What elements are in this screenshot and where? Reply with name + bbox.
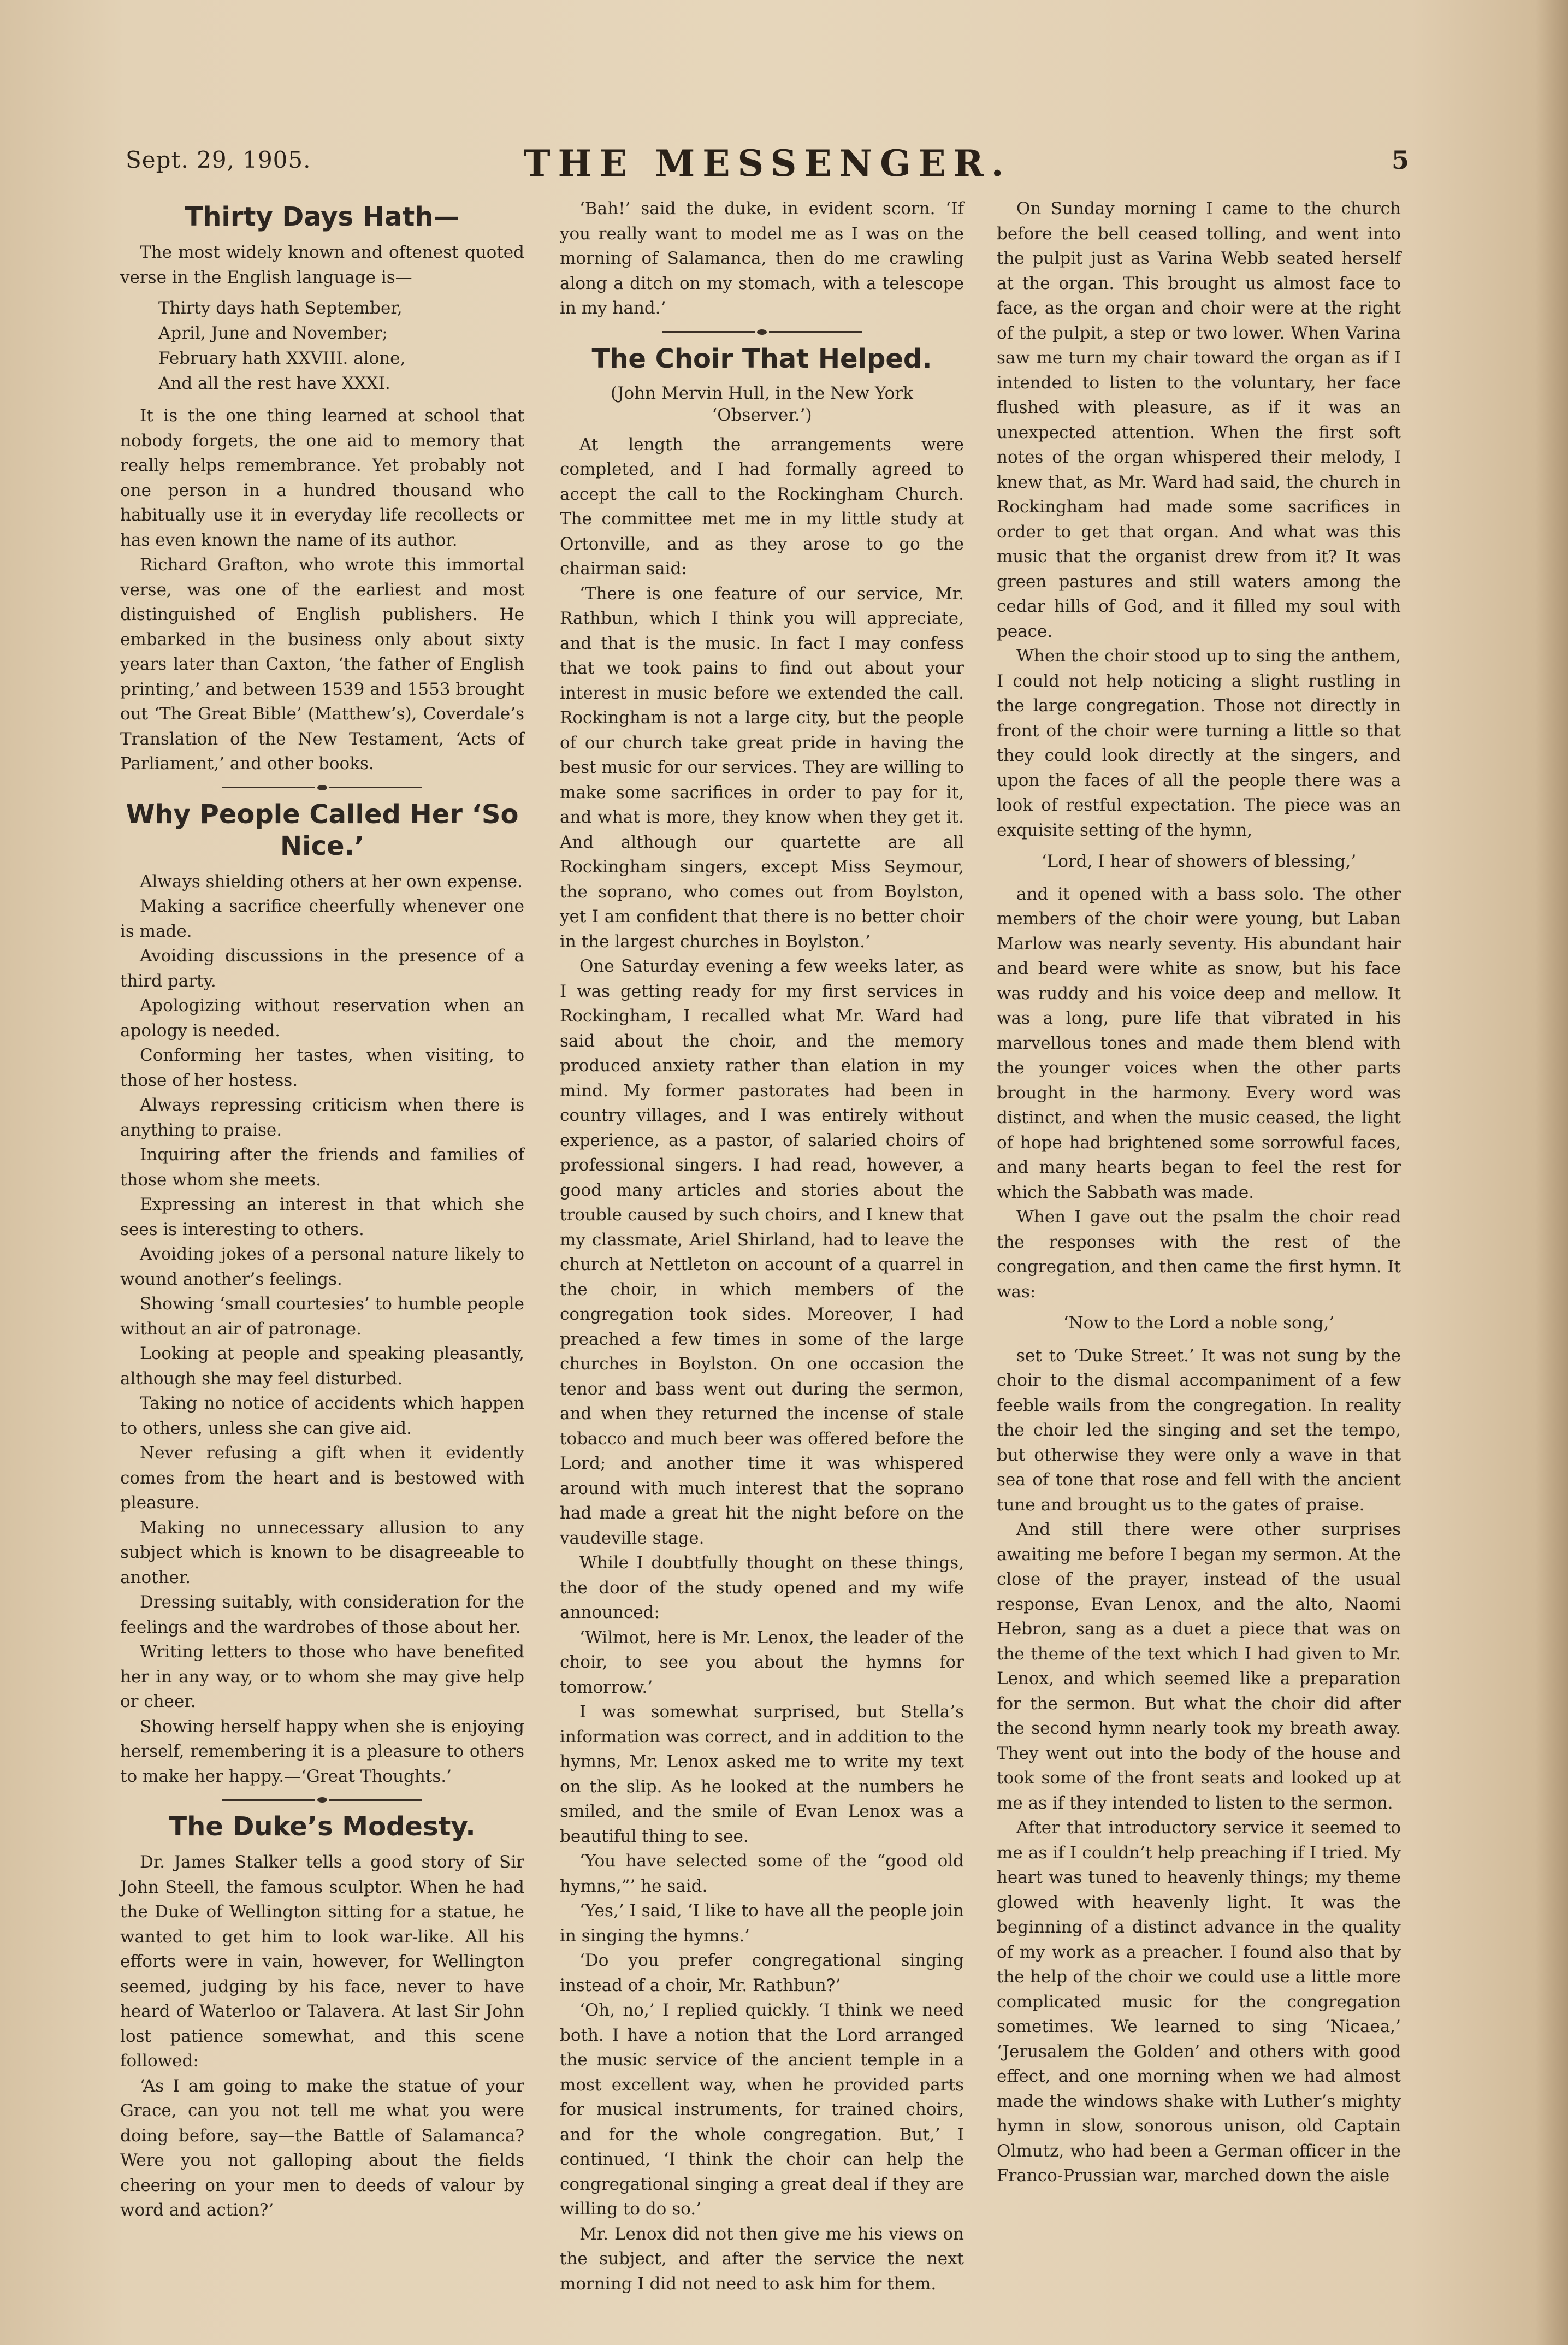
verse-line: April, June and November; bbox=[158, 323, 388, 343]
paragraph: The most widely known and oftenest quoted verse in the English language is— bbox=[120, 243, 524, 287]
paragraph: One Saturday evening a few weeks later, as I was getting ready for my first services in Rockingham, I recalled what Mr. Ward had said about the choir, and the memory produced anxiety rather than elation in my mind. My former pastorates had been in country villages, and I was entirely without experience, as a pastor, of salaried choirs of professional singers. I had read, however, a good many articles and stories about the trouble caused by such choirs, and I knew that my classmate, Ariel Shirland, had to leave the church at Nettleton on account of a quarrel in the choir, in which members of the congregation took sides. Moreover, I had preached a few times in some of the large churches in Boylston. On one occasion the tenor and bass went out during the sermon, and when they returned the incense of stale tobacco and much beer was offered before the Lord; and another time it was whispered around with much interest that the soprano had made a great hit the night before on the vaudeville stage. bbox=[560, 956, 964, 1548]
list-item: Making no unnecessary allusion to any subject which is known to be disagreeable to another. bbox=[120, 1517, 524, 1587]
list-item: Showing ‘small courtesies’ to humble people without an air of patronage. bbox=[120, 1294, 524, 1339]
paragraph: ‘As I am going to make the statue of your Grace, can you not tell me what you were doing before, say—the Battle of Salamanca? Were you not galloping about the fields cheering on your men to deeds of valour by word and action?’ bbox=[120, 2076, 524, 2220]
list-item: Inquiring after the friends and families of those whom she meets. bbox=[120, 1145, 524, 1190]
hymn-quote: ‘Now to the Lord a noble song,’ bbox=[1063, 1313, 1335, 1333]
issue-date: Sept. 29, 1905. bbox=[126, 146, 311, 173]
verse-line: February hath XXVIII. alone, bbox=[158, 348, 406, 368]
page-spine-shadow bbox=[1535, 0, 1568, 2345]
paragraph: After that introductory service it seemed to me as if I couldn’t help preaching if I tried. My heart was tuned to heavenly things; my theme glowed with heavenly light. It was the beginning of a distinct advance in the quality of my work as a preacher. I found also that by the help of the choir we could use a little more complicated music for the congregation sometimes. We learned to sing ‘Nicaea,’ ‘Jerusalem the Golden’ and others with good effect, and one morning when we had almost made the windows shake with Luther’s mighty hymn in slow, sonorous unison, old Captain Olmutz, who had been a German officer in the Franco-Prussian war, marched down the aisle bbox=[997, 1818, 1401, 2185]
paragraph: And still there were other surprises awaiting me before I began my sermon. At the close of the prayer, instead of the usual response, Evan Lenox, and the alto, Naomi Hebron, sang as a duet a piece that was on the theme of the text which I had given to Mr. Lenox, and which seemed like a preparation for the sermon. But what the choir did after the second hymn nearly took my breath away. They went out into the body of the house and took some of the front seats and looked up at me as if they intended to listen to the sermon. bbox=[997, 1520, 1401, 1813]
list-item: Conforming her tastes, when visiting, to those of her hostess. bbox=[120, 1045, 524, 1090]
list-item: Never refusing a gift when it evidently comes from the heart and is bestowed with pleasure. bbox=[120, 1443, 524, 1513]
section-divider bbox=[120, 783, 524, 792]
list-item: Always shielding others at her own expense. bbox=[140, 871, 523, 891]
paragraph: ‘Do you prefer congregational singing instead of a choir, Mr. Rathbun?’ bbox=[560, 1951, 964, 1995]
paragraph: When I gave out the psalm the choir read the responses with the rest of the congregation, and then came the first hymn. It was: bbox=[997, 1207, 1401, 1302]
article-title-so-nice: Why People Called Her ‘So Nice.’ bbox=[126, 799, 519, 861]
verse bbox=[158, 296, 524, 396]
paragraph: ‘Yes,’ I said, ‘I like to have all the people join in singing the hymns.’ bbox=[560, 1901, 964, 1946]
list-item: Expressing an interest in that which she sees is interesting to others. bbox=[120, 1195, 524, 1239]
paragraph: On Sunday morning I came to the church before the bell ceased tolling, and went into the pulpit just as Varina Webb seated herself at the organ. This brought us almost face to face, as the organ and choir were at the right of the pulpit, a step or two lower. When Varina saw me turn my chair toward the organ as if I intended to listen to the voluntary, her face flushed with pleasure, as if it was an unexpected attention. When the first soft notes of the organ whispered their melody, I knew that, as Mr. Ward had said, the church in Rockingham had made some sacrifices in order to get that organ. And what was this music that the organist drew from it? It was green pastures and still waters among the cedar hills of God, and it filled my soul with peace. bbox=[997, 199, 1401, 641]
masthead-title: THE MESSENGER. bbox=[523, 142, 1011, 185]
paragraph: ‘Oh, no,’ I replied quickly. ‘I think we need both. I have a notion that the Lord arranged the music service of the ancient temple in a most excellent way, when he provided parts for musical instruments, for trained choirs, and for the whole congregation. But,’ I continued, ‘I think the choir can help the congregational singing a great deal if they are willing to do so.’ bbox=[560, 2000, 964, 2219]
paragraph: Richard Grafton, who wrote this immortal verse, was one of the earliest and most distinguished of English publishers. He embarked in the business only about sixty years later than Caxton, ‘the father of English printing,’ and between 1539 and 1553 brought out ‘The Great Bible’ (Matthew’s), Coverdale’s Translation of the New Testament, ‘Acts of Parliament,’ and other books. bbox=[120, 555, 524, 773]
verse-line: Thirty days hath September, bbox=[158, 298, 403, 318]
paragraph: set to ‘Duke Street.’ It was not sung by the choir to the dismal accompaniment of a few feeble wails from the congregation. In reality the choir led the singing and set the tempo, but otherwise they were only a wave in that sea of tone that rose and fell with the ancient tune and brought us to the gates of praise. bbox=[997, 1345, 1401, 1515]
paragraph: Mr. Lenox did not then give me his views on the subject, and after the service the next morning I did not need to ask him for them. bbox=[560, 2224, 964, 2294]
section-divider bbox=[560, 328, 964, 336]
column-1 bbox=[120, 197, 524, 2223]
hymn-quote: ‘Lord, I hear of showers of blessing,’ bbox=[1041, 852, 1357, 871]
article-title-thirty-days: Thirty Days Hath— bbox=[185, 202, 460, 232]
list-item: Apologizing without reservation when an apology is needed. bbox=[120, 996, 524, 1041]
paragraph: and it opened with a bass solo. The other members of the choir were young, but Laban Marlow was nearly seventy. His abundant hair and beard were white as snow, but his face was ruddy and his voice deep and mellow. It was a long, pure life that vibrated in his marvellous tones and made them blend with the younger voices when the other parts brought in the harmony. Every word was distinct, and when the music ceased, the light of hope had brightened some sorrowful faces, and many hearts began to feel the rest for which the Sabbath was made. bbox=[997, 884, 1401, 1202]
paragraph: It is the one thing learned at school that nobody forgets, the one aid to memory that really helps remembrance. Yet probably not one person in a hundred thousand who habitually use it in everyday life recollects or has even known the name of its author. bbox=[120, 406, 524, 550]
page-header bbox=[126, 142, 1409, 186]
paragraph: Dr. James Stalker tells a good story of Sir John Steell, the famous sculptor. When he had the Duke of Wellington sitting for a statue, he wanted to get him to look war-like. All his efforts were in vain, however, for Wellington seemed, judging by his face, never to have heard of Waterloo or Talavera. At last Sir John lost patience somewhat, and this scene followed: bbox=[120, 1852, 524, 2071]
paragraph: At length the arrangements were completed, and I had formally agreed to accept the call to the Rockingham Church. The committee met me in my little study at Ortonville, and as they arose to go the chairman said: bbox=[560, 434, 964, 578]
list-item: Avoiding jokes of a personal nature likely to wound another’s feelings. bbox=[120, 1244, 524, 1289]
list-item: Always repressing criticism when there is anything to praise. bbox=[120, 1095, 524, 1140]
paragraph: I was somewhat surprised, but Stella’s information was correct, and in addition to the hymns, Mr. Lenox asked me to write my text on the slip. As he looked at the numbers he smiled, and the smile of Evan Lenox was a beautiful thing to see. bbox=[560, 1702, 964, 1846]
article-byline: (John Mervin Hull, in the New York ‘Observer.’) bbox=[611, 383, 913, 425]
page-number: 5 bbox=[1391, 145, 1409, 175]
section-divider bbox=[120, 1795, 524, 1804]
list-item: Avoiding discussions in the presence of a third party. bbox=[120, 946, 524, 991]
list-item: Making a sacrifice cheerfully whenever one is made. bbox=[120, 896, 524, 941]
list-item: Looking at people and speaking pleasantly, although she may feel disturbed. bbox=[120, 1344, 524, 1389]
list-item: Showing herself happy when she is enjoying herself, remembering it is a pleasure to others to make her happy.—‘Great Thoughts.’ bbox=[120, 1716, 524, 1786]
list-item: Dressing suitably, with consideration for the feelings and the wardrobes of those about her. bbox=[120, 1592, 524, 1637]
paragraph: ‘Wilmot, here is Mr. Lenox, the leader of the choir, to see you about the hymns for tomorrow.’ bbox=[560, 1627, 964, 1697]
list-item: Writing letters to those who have benefited her in any way, or to whom she may give help or cheer. bbox=[120, 1642, 524, 1711]
paragraph: ‘You have selected some of the “good old hymns,”’ he said. bbox=[560, 1851, 964, 1896]
verse-line: And all the rest have XXXI. bbox=[158, 374, 390, 393]
paragraph: ‘Bah!’ said the duke, in evident scorn. ‘If you really want to model me as I was on the morning of Salamanca, then do me crawling along a ditch on my stomach, with a telescope in my hand.’ bbox=[560, 199, 964, 318]
list-item: Taking no notice of accidents which happen to others, unless she can give aid. bbox=[120, 1393, 524, 1438]
column-3 bbox=[997, 197, 1401, 2189]
paragraph: When the choir stood up to sing the anthem, I could not help noticing a slight rustling in the large congregation. Those not directly in front of the choir were turning a little so that they could look directly at the singers, and upon the faces of all the people there was a look of restful expectation. The piece was an exquisite setting of the hymn, bbox=[997, 646, 1401, 840]
column-2 bbox=[560, 197, 964, 2296]
paragraph: ‘There is one feature of our service, Mr. Rathbun, which I think you will appreciate, and that is the music. In fact I may confess that we took pains to find out about your interest in music before we extended the call. Rockingham is not a large city, but the people of our church take great pride in having the best music for our services. They are willing to make some sacrifices in order to pay for it, and what is more, they know when they get it. And although our quartette are all Rockingham singers, except Miss Seymour, the soprano, who comes out from Boylston, yet I am confident that there is no better choir in the largest churches in Boylston.’ bbox=[560, 583, 964, 952]
article-title-dukes-modesty: The Duke’s Modesty. bbox=[169, 1811, 476, 1842]
article-title-choir: The Choir That Helped. bbox=[591, 343, 932, 374]
paragraph: While I doubtfully thought on these things, the door of the study opened and my wife announced: bbox=[560, 1553, 964, 1622]
